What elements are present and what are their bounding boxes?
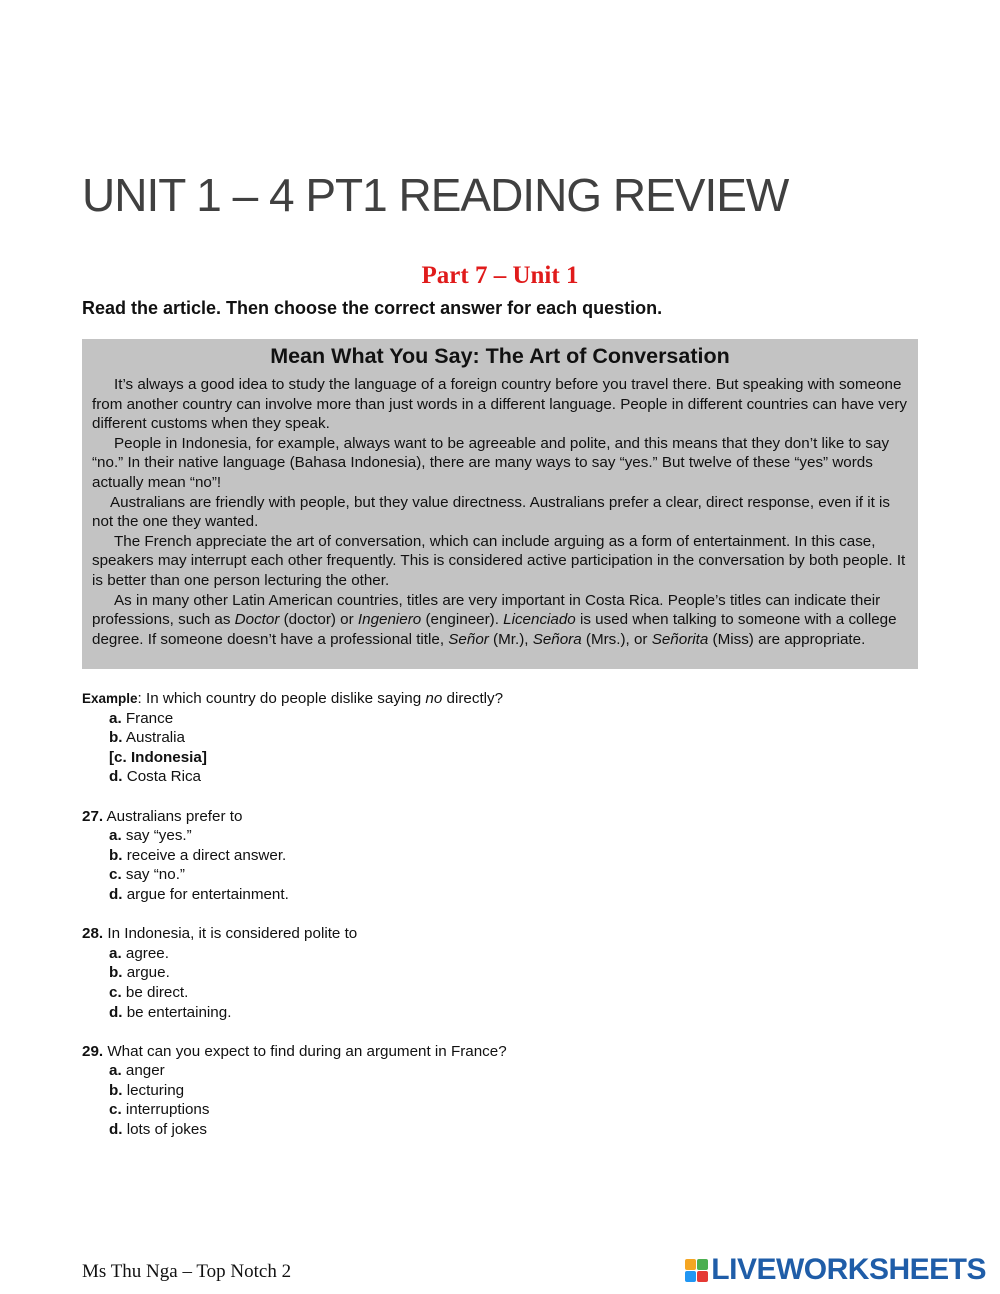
question-27 (82, 807, 882, 905)
article-paragraph-1: It’s always a good idea to study the language of a foreign country before you travel there. But speaking with someone from another country can involve more than just words in a different language. People in different countries can have very different customs when they speak. (92, 376, 907, 433)
option-d[interactable] (109, 885, 882, 905)
example-label: Example (82, 691, 138, 706)
option-letter: d. (109, 885, 123, 903)
option-d[interactable] (109, 1003, 882, 1023)
option-text: be direct. (121, 983, 189, 1001)
part-heading: Part 7 – Unit 1 (421, 262, 579, 289)
option-letter: c. (109, 1101, 122, 1119)
italic-term: no (425, 690, 443, 707)
question-text: In Indonesia, it is considered polite to (103, 925, 358, 943)
option-letter: a. (109, 709, 122, 727)
option-c[interactable] (109, 1100, 882, 1120)
option-text: anger (121, 1062, 165, 1080)
question-text: What can you expect to find during an argument in France? (103, 1042, 507, 1060)
option-a[interactable] (109, 1061, 882, 1081)
question-number: 29. (82, 1042, 104, 1060)
article-paragraph-5 (92, 591, 908, 650)
option-text: lecturing (122, 1081, 185, 1099)
italic-term: Señora (532, 630, 582, 648)
logo-square-3 (685, 1271, 696, 1282)
italic-term: Señor (448, 630, 489, 648)
option-letter: b. (109, 729, 123, 747)
option-text: lots of jokes (122, 1121, 207, 1139)
italic-term: Doctor (234, 611, 280, 629)
question-stem (82, 1042, 882, 1062)
logo-square-4 (697, 1271, 708, 1282)
question-options (82, 1061, 882, 1139)
example-option-c-selected[interactable] (109, 748, 882, 768)
option-text: say “yes.” (121, 827, 192, 845)
page-title: UNIT 1 – 4 PT1 READING REVIEW (82, 169, 789, 221)
text-span: (Mrs.), or (581, 630, 652, 648)
option-letter: a. (109, 827, 122, 845)
liveworksheets-brand[interactable] (685, 1253, 986, 1287)
option-text: be entertaining. (122, 1003, 232, 1021)
option-letter: d. (109, 1121, 123, 1139)
text-span: (engineer). (421, 611, 504, 629)
option-a[interactable] (109, 944, 882, 964)
questions-section (82, 689, 882, 1159)
option-a[interactable] (109, 826, 882, 846)
option-text: interruptions (121, 1101, 210, 1119)
option-letter: b. (109, 846, 123, 864)
option-letter: d. (109, 1003, 123, 1021)
logo-square-1 (685, 1259, 696, 1270)
question-29 (82, 1042, 882, 1140)
option-letter: a. (109, 944, 122, 962)
question-number: 27. (82, 807, 104, 825)
option-b[interactable] (109, 846, 882, 866)
option-letter: b. (109, 964, 123, 982)
option-text: say “no.” (121, 866, 185, 884)
text-span: (Mr.), (488, 630, 533, 648)
text-span: As in many other Latin American countries, titles are very important in Costa Rica. People’s titles can indicate their professions, such as (92, 591, 881, 629)
question-stem (82, 807, 882, 827)
option-letter: a. (109, 1062, 122, 1080)
logo-square-2 (697, 1259, 708, 1270)
footer-author: Ms Thu Nga – Top Notch 2 (82, 1261, 292, 1282)
article-paragraph-2: People in Indonesia, for example, always want to be agreeable and polite, and this means that they don’t like to say “no.” In their native language (Bahasa Indonesia), there are many ways to say “yes.” But twelve of these “yes” words actually mean “no”! (92, 434, 890, 491)
option-letter: b. (109, 1081, 123, 1099)
question-options (82, 826, 882, 904)
text-span: is used when talking to someone with a college degree. If someone doesn’t have a professional title, (92, 611, 897, 648)
article-box (82, 339, 918, 669)
option-c[interactable] (109, 983, 882, 1003)
option-b[interactable] (109, 1081, 882, 1101)
option-b[interactable] (109, 963, 882, 983)
option-text: argue. (122, 964, 170, 982)
question-text: Australians prefer to (103, 807, 243, 825)
question-stem (82, 924, 882, 944)
text-span: (Miss) are appropriate. (708, 630, 866, 648)
example-option-b[interactable] (109, 728, 882, 748)
question-options (82, 944, 882, 1022)
option-text: argue for entertainment. (122, 885, 289, 903)
liveworksheets-logo-icon (685, 1259, 708, 1282)
example-stem (82, 689, 882, 709)
option-letter: c. (109, 866, 122, 884)
question-28 (82, 924, 882, 1022)
example-option-a[interactable] (109, 709, 882, 729)
option-text: France (121, 709, 174, 727)
text-span: : In which country do people dislike saying (137, 690, 426, 707)
article-paragraph-4: The French appreciate the art of conversation, which can include arguing as a form of entertainment. In this case, speakers may interrupt each other frequently. This is considered active participation in the conversation by both people. It is better than one person lecturing the other. (92, 532, 906, 589)
text-span: directly? (442, 690, 504, 707)
option-text: agree. (121, 944, 169, 962)
italic-term: Ingeniero (357, 611, 422, 629)
option-d[interactable] (109, 1120, 882, 1140)
option-letter: c. (109, 983, 122, 1001)
italic-term: Señorita (651, 630, 709, 648)
question-number: 28. (82, 925, 104, 943)
italic-term: Licenciado (503, 611, 576, 629)
example-options (82, 709, 882, 787)
text-span: (doctor) or (279, 611, 358, 629)
example-question (82, 689, 882, 787)
article-body (92, 375, 908, 649)
article-paragraph-3: Australians are friendly with people, but they value directness. Australians prefer a clear, direct response, even if it is not the one they wanted. (92, 493, 891, 531)
option-text: [c. Indonesia] (109, 748, 207, 766)
example-option-d[interactable] (109, 767, 882, 787)
option-letter: d. (109, 768, 123, 786)
article-title: Mean What You Say: The Art of Conversation (270, 344, 730, 368)
option-c[interactable] (109, 865, 882, 885)
option-text: Costa Rica (122, 768, 201, 786)
brand-wordmark: LIVEWORKSHEETS (711, 1253, 986, 1286)
instructions: Read the article. Then choose the correct answer for each question. (82, 298, 663, 318)
option-text: receive a direct answer. (122, 846, 287, 864)
option-text: Australia (122, 729, 185, 747)
